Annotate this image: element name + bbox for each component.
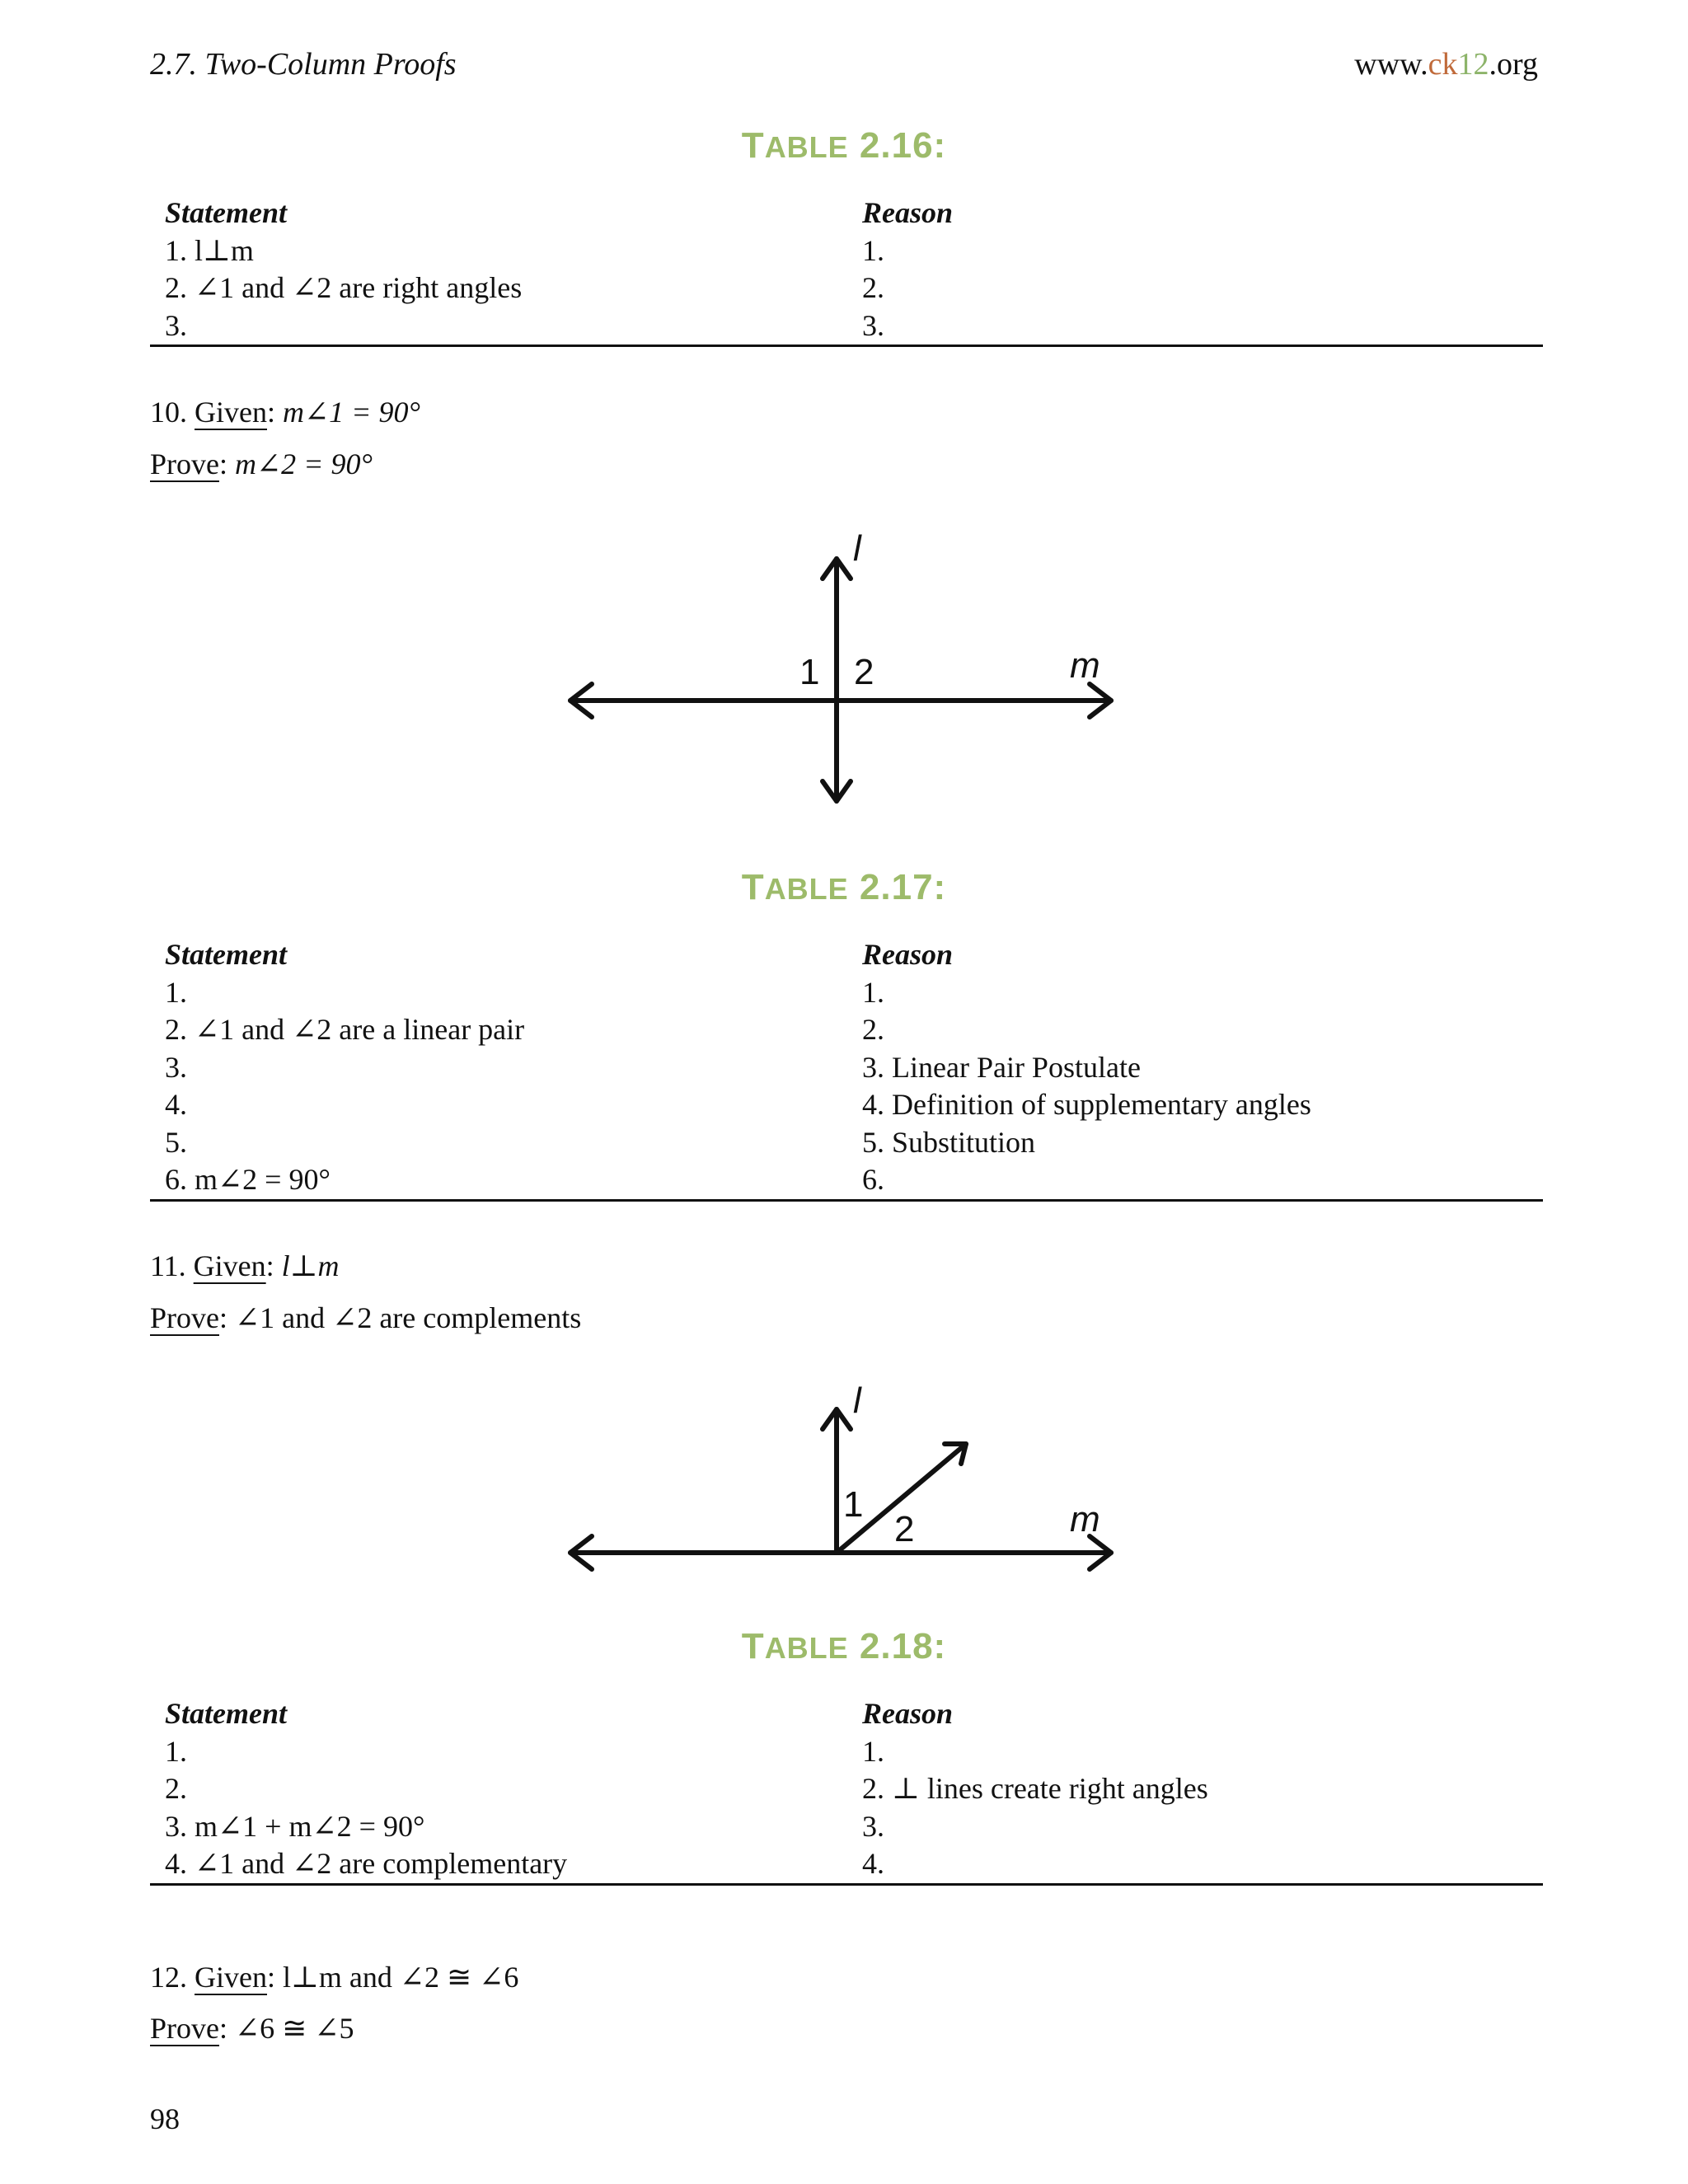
label-l: l <box>853 528 861 569</box>
statement-cell: 4. <box>165 1088 187 1121</box>
reason-cell: 3. <box>862 1809 884 1843</box>
statement-cell: 2. ∠1 and ∠2 are right angles <box>165 271 523 304</box>
site-url-ck: ck <box>1428 47 1458 82</box>
table-title-2-16: TABLE 2.16: <box>741 125 947 166</box>
running-header <box>150 46 1538 87</box>
chapter-title: 2.7. Two-Column Proofs <box>150 47 457 82</box>
problem-number: 10. <box>150 396 187 429</box>
table-row <box>150 1086 1543 1124</box>
problem-11-given: 11. Given: l⊥m <box>150 1249 340 1282</box>
statement-cell: 5. <box>165 1125 187 1159</box>
table-row <box>150 307 1543 345</box>
site-url-suffix: .org <box>1489 47 1538 82</box>
perpendicular-lines-figure <box>560 527 1137 816</box>
table-row <box>150 1049 1543 1087</box>
statement-cell: 6. m∠2 = 90° <box>165 1163 331 1196</box>
label-m: m <box>1070 645 1100 686</box>
statement-cell: 1. l⊥m <box>165 233 254 267</box>
reason-cell: 1. <box>862 233 884 267</box>
given-text: l⊥m and ∠2 ≅ ∠6 <box>283 1961 519 1994</box>
problem-number: 11. <box>150 1249 186 1282</box>
statement-header: Statement <box>165 1697 288 1730</box>
given-text: m∠1 = 90° <box>283 396 420 429</box>
site-url <box>1354 46 1538 82</box>
angle-2-label: 2 <box>854 652 874 692</box>
prove-label: Prove <box>150 448 219 480</box>
statement-cell: 1. <box>165 975 187 1009</box>
site-url-12: 12 <box>1457 47 1489 82</box>
given-text: l⊥m <box>281 1249 340 1282</box>
reason-cell: 2. ⊥ lines create right angles <box>862 1772 1208 1805</box>
table-row <box>150 1770 1543 1808</box>
reason-cell: 5. Substitution <box>862 1125 1036 1159</box>
statement-header: Statement <box>165 196 288 229</box>
prove-text: m∠2 = 90° <box>235 448 373 480</box>
proof-table-2-18 <box>150 1695 1543 1886</box>
prove-label: Prove <box>150 2012 219 2045</box>
table-row <box>150 232 1543 270</box>
angle-1-label: 1 <box>799 652 820 692</box>
reason-header: Reason <box>862 1697 954 1730</box>
label-m: m <box>1070 1499 1100 1540</box>
reason-cell: 6. <box>862 1163 884 1196</box>
table-header-row <box>150 1695 1543 1733</box>
reason-cell: 3. Linear Pair Postulate <box>862 1050 1141 1084</box>
problem-10-given: 10. Given: m∠1 = 90° <box>150 396 420 429</box>
problem-number: 12. <box>150 1961 187 1994</box>
table-row <box>150 1845 1543 1883</box>
table-row <box>150 1124 1543 1162</box>
statement-cell: 2. <box>165 1772 187 1805</box>
site-url-prefix: www. <box>1354 47 1428 82</box>
proof-table-2-16 <box>150 194 1543 347</box>
page-number: 98 <box>150 2102 180 2135</box>
angle-1-label: 1 <box>843 1484 864 1525</box>
table-title-2-18: TABLE 2.18: <box>741 1626 947 1666</box>
reason-header: Reason <box>862 938 954 971</box>
prove-text: ∠1 and ∠2 are complements <box>235 1301 582 1334</box>
problem-10-prove: Prove: m∠2 = 90° <box>150 448 373 480</box>
reason-cell: 2. <box>862 271 884 304</box>
table-header-row <box>150 194 1543 232</box>
reason-cell: 1. <box>862 1734 884 1768</box>
table-row <box>150 1161 1543 1199</box>
reason-cell: 2. <box>862 1013 884 1046</box>
table-row <box>150 1808 1543 1846</box>
angle-2-label: 2 <box>894 1509 915 1549</box>
statement-cell: 3. <box>165 1050 187 1084</box>
statement-cell: 3. m∠1 + m∠2 = 90° <box>165 1809 425 1843</box>
table-row <box>150 269 1543 307</box>
prove-label: Prove <box>150 1301 219 1334</box>
reason-header: Reason <box>862 196 954 229</box>
table-header-row <box>150 936 1543 974</box>
statement-cell: 2. ∠1 and ∠2 are a linear pair <box>165 1013 525 1046</box>
table-row <box>150 974 1543 1012</box>
table-row <box>150 1011 1543 1049</box>
given-label: Given <box>195 396 267 429</box>
statement-cell: 3. <box>165 308 187 342</box>
statement-cell: 1. <box>165 1734 187 1768</box>
reason-cell: 4. <box>862 1847 884 1880</box>
reason-cell: 4. Definition of supplementary angles <box>862 1088 1311 1121</box>
table-row <box>150 1733 1543 1771</box>
complementary-angles-figure <box>560 1385 1137 1582</box>
statement-header: Statement <box>165 938 288 971</box>
prove-text: ∠6 ≅ ∠5 <box>235 2012 354 2045</box>
given-label: Given <box>193 1249 266 1282</box>
statement-cell: 4. ∠1 and ∠2 are complementary <box>165 1847 568 1880</box>
problem-12-prove: Prove: ∠6 ≅ ∠5 <box>150 2012 354 2045</box>
reason-cell: 3. <box>862 308 884 342</box>
given-label: Given <box>195 1961 267 1994</box>
problem-11-prove: Prove: ∠1 and ∠2 are complements <box>150 1301 582 1334</box>
reason-cell: 1. <box>862 975 884 1009</box>
problem-12-given: 12. Given: l⊥m and ∠2 ≅ ∠6 <box>150 1961 519 1994</box>
proof-table-2-17 <box>150 936 1543 1202</box>
label-l: l <box>853 1385 861 1421</box>
table-title-2-17: TABLE 2.17: <box>741 867 947 907</box>
